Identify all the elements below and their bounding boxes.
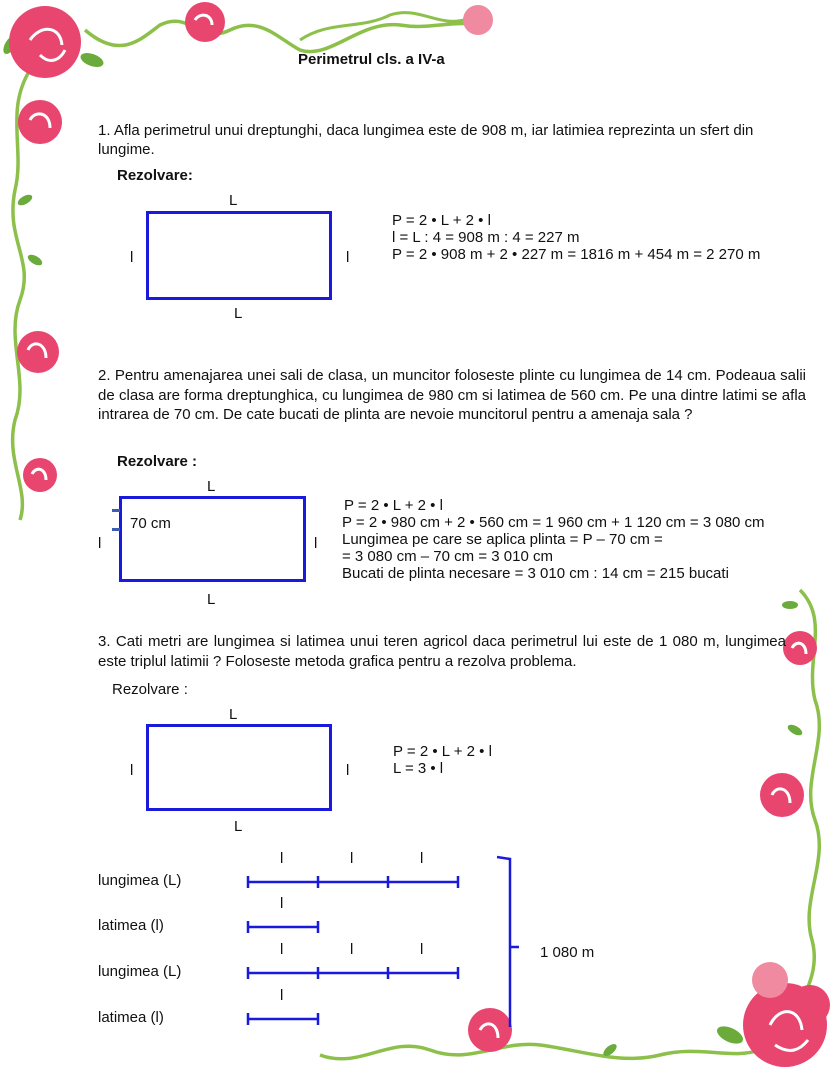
bottom-vine xyxy=(320,1044,760,1058)
rect-2-label-top: L xyxy=(207,478,216,495)
rect-3-label-bottom: L xyxy=(234,818,243,835)
problem-2-text: 2. Pentru amenajarea unei sali de clasa, un muncitor foloseste plinte cu lungimea de 14 cm. Podeaua salii de clasa are forma dreptunghica, cu lungimea de 980 cm si latimea de 560 cm. Pe una dintre latimi se afla intrarea de 70 cm. De cate bucati de plinta are nevoie muncitorul pentru a amenaja sala ? xyxy=(98,367,806,423)
entrance-mark-top xyxy=(112,509,120,512)
segment-unit-label: l xyxy=(350,941,354,958)
segment-bar xyxy=(246,1012,320,1026)
problem-3-rectangle xyxy=(146,724,332,811)
entrance-mark-bottom xyxy=(112,528,120,531)
segment-unit-label: l xyxy=(280,850,284,867)
segment-row-label: lungimea (L) xyxy=(98,872,182,889)
formula-line: P = 2 • 908 m + 2 • 227 m = 1816 m + 454 m = 2 270 m xyxy=(392,246,761,263)
problem-2-solution-label: Rezolvare : xyxy=(117,453,198,470)
segment-row-label: lungimea (L) xyxy=(98,963,182,980)
problem-1-formulas xyxy=(392,212,760,263)
segment-unit-label: l xyxy=(420,941,424,958)
rect-1-label-left: l xyxy=(130,249,134,266)
formula-line: Lungimea pe care se aplica plinta = P – 70 cm = xyxy=(342,531,663,548)
leaf xyxy=(26,253,44,268)
top-vine xyxy=(85,21,480,51)
rect-3-label-right: l xyxy=(346,762,350,779)
segment-unit-label: l xyxy=(350,850,354,867)
formula-line: L = 3 • l xyxy=(393,760,444,777)
formula-line: P = 2 • L + 2 • l xyxy=(392,212,491,229)
formula-line: P = 2 • 980 cm + 2 • 560 cm = 1 960 cm + 1 120 cm = 3 080 cm xyxy=(342,514,765,531)
leaf xyxy=(782,601,798,609)
rect-3-label-left: l xyxy=(130,762,134,779)
rect-2-label-right: l xyxy=(314,535,318,552)
total-perimeter-label: 1 080 m xyxy=(540,944,595,961)
segment-row-label: latimea (l) xyxy=(98,1009,164,1026)
leaf xyxy=(16,193,34,208)
problem-1-text xyxy=(98,121,808,159)
segment-bar xyxy=(246,920,320,934)
formula-line: = 3 080 cm – 70 cm = 3 010 cm xyxy=(342,548,553,565)
problem-3-solution-label: Rezolvare : xyxy=(112,681,188,698)
rect-1-label-top: L xyxy=(229,192,238,209)
leaf xyxy=(714,1023,745,1048)
formula-line: l = L : 4 = 908 m : 4 = 227 m xyxy=(392,229,580,246)
segment-unit-label: l xyxy=(280,941,284,958)
entrance-label: 70 cm xyxy=(130,515,171,532)
problem-3-text: 3. Cati metri are lungimea si latimea unui teren agricol daca perimetrul lui este de 1 080 m, lungimea este triplul latimii ? Foloseste metoda grafica pentru a rezolva problema. xyxy=(98,633,786,670)
problem-2-rectangle xyxy=(119,496,306,582)
segment-unit-label: l xyxy=(280,987,284,1004)
segment-unit-label: l xyxy=(420,850,424,867)
problem-2-formulas xyxy=(342,497,765,582)
segment-bar xyxy=(246,875,460,889)
total-brace xyxy=(495,855,535,1035)
leaf xyxy=(786,723,804,738)
rect-2-label-bottom: L xyxy=(207,591,216,608)
rect-3-label-top: L xyxy=(229,706,238,723)
rect-1-label-bottom: L xyxy=(234,305,243,322)
problem-1-line-1: 1. Afla perimetrul unui dreptunghi, daca lungimea este de 908 m, iar latimiea reprezinta un sfert din xyxy=(98,122,754,139)
formula-line: P = 2 • L + 2 • l xyxy=(393,743,492,760)
problem-1-line-2: lungime. xyxy=(98,141,155,158)
problem-1-rectangle xyxy=(146,211,332,300)
segment-row-label: latimea (l) xyxy=(98,917,164,934)
formula-line: P = 2 • L + 2 • l xyxy=(344,497,443,514)
formula-line: Bucati de plinta necesare = 3 010 cm : 14 cm = 215 bucati xyxy=(342,565,729,582)
rect-1-label-right: l xyxy=(346,249,350,266)
problem-1-solution-label: Rezolvare: xyxy=(117,167,193,184)
problem-3-formulas xyxy=(393,743,492,777)
rect-2-label-left: l xyxy=(98,535,102,552)
segment-unit-label: l xyxy=(280,895,284,912)
page-title: Perimetrul cls. a IV-a xyxy=(298,51,445,68)
leaf xyxy=(79,50,106,69)
segment-bar xyxy=(246,966,460,980)
